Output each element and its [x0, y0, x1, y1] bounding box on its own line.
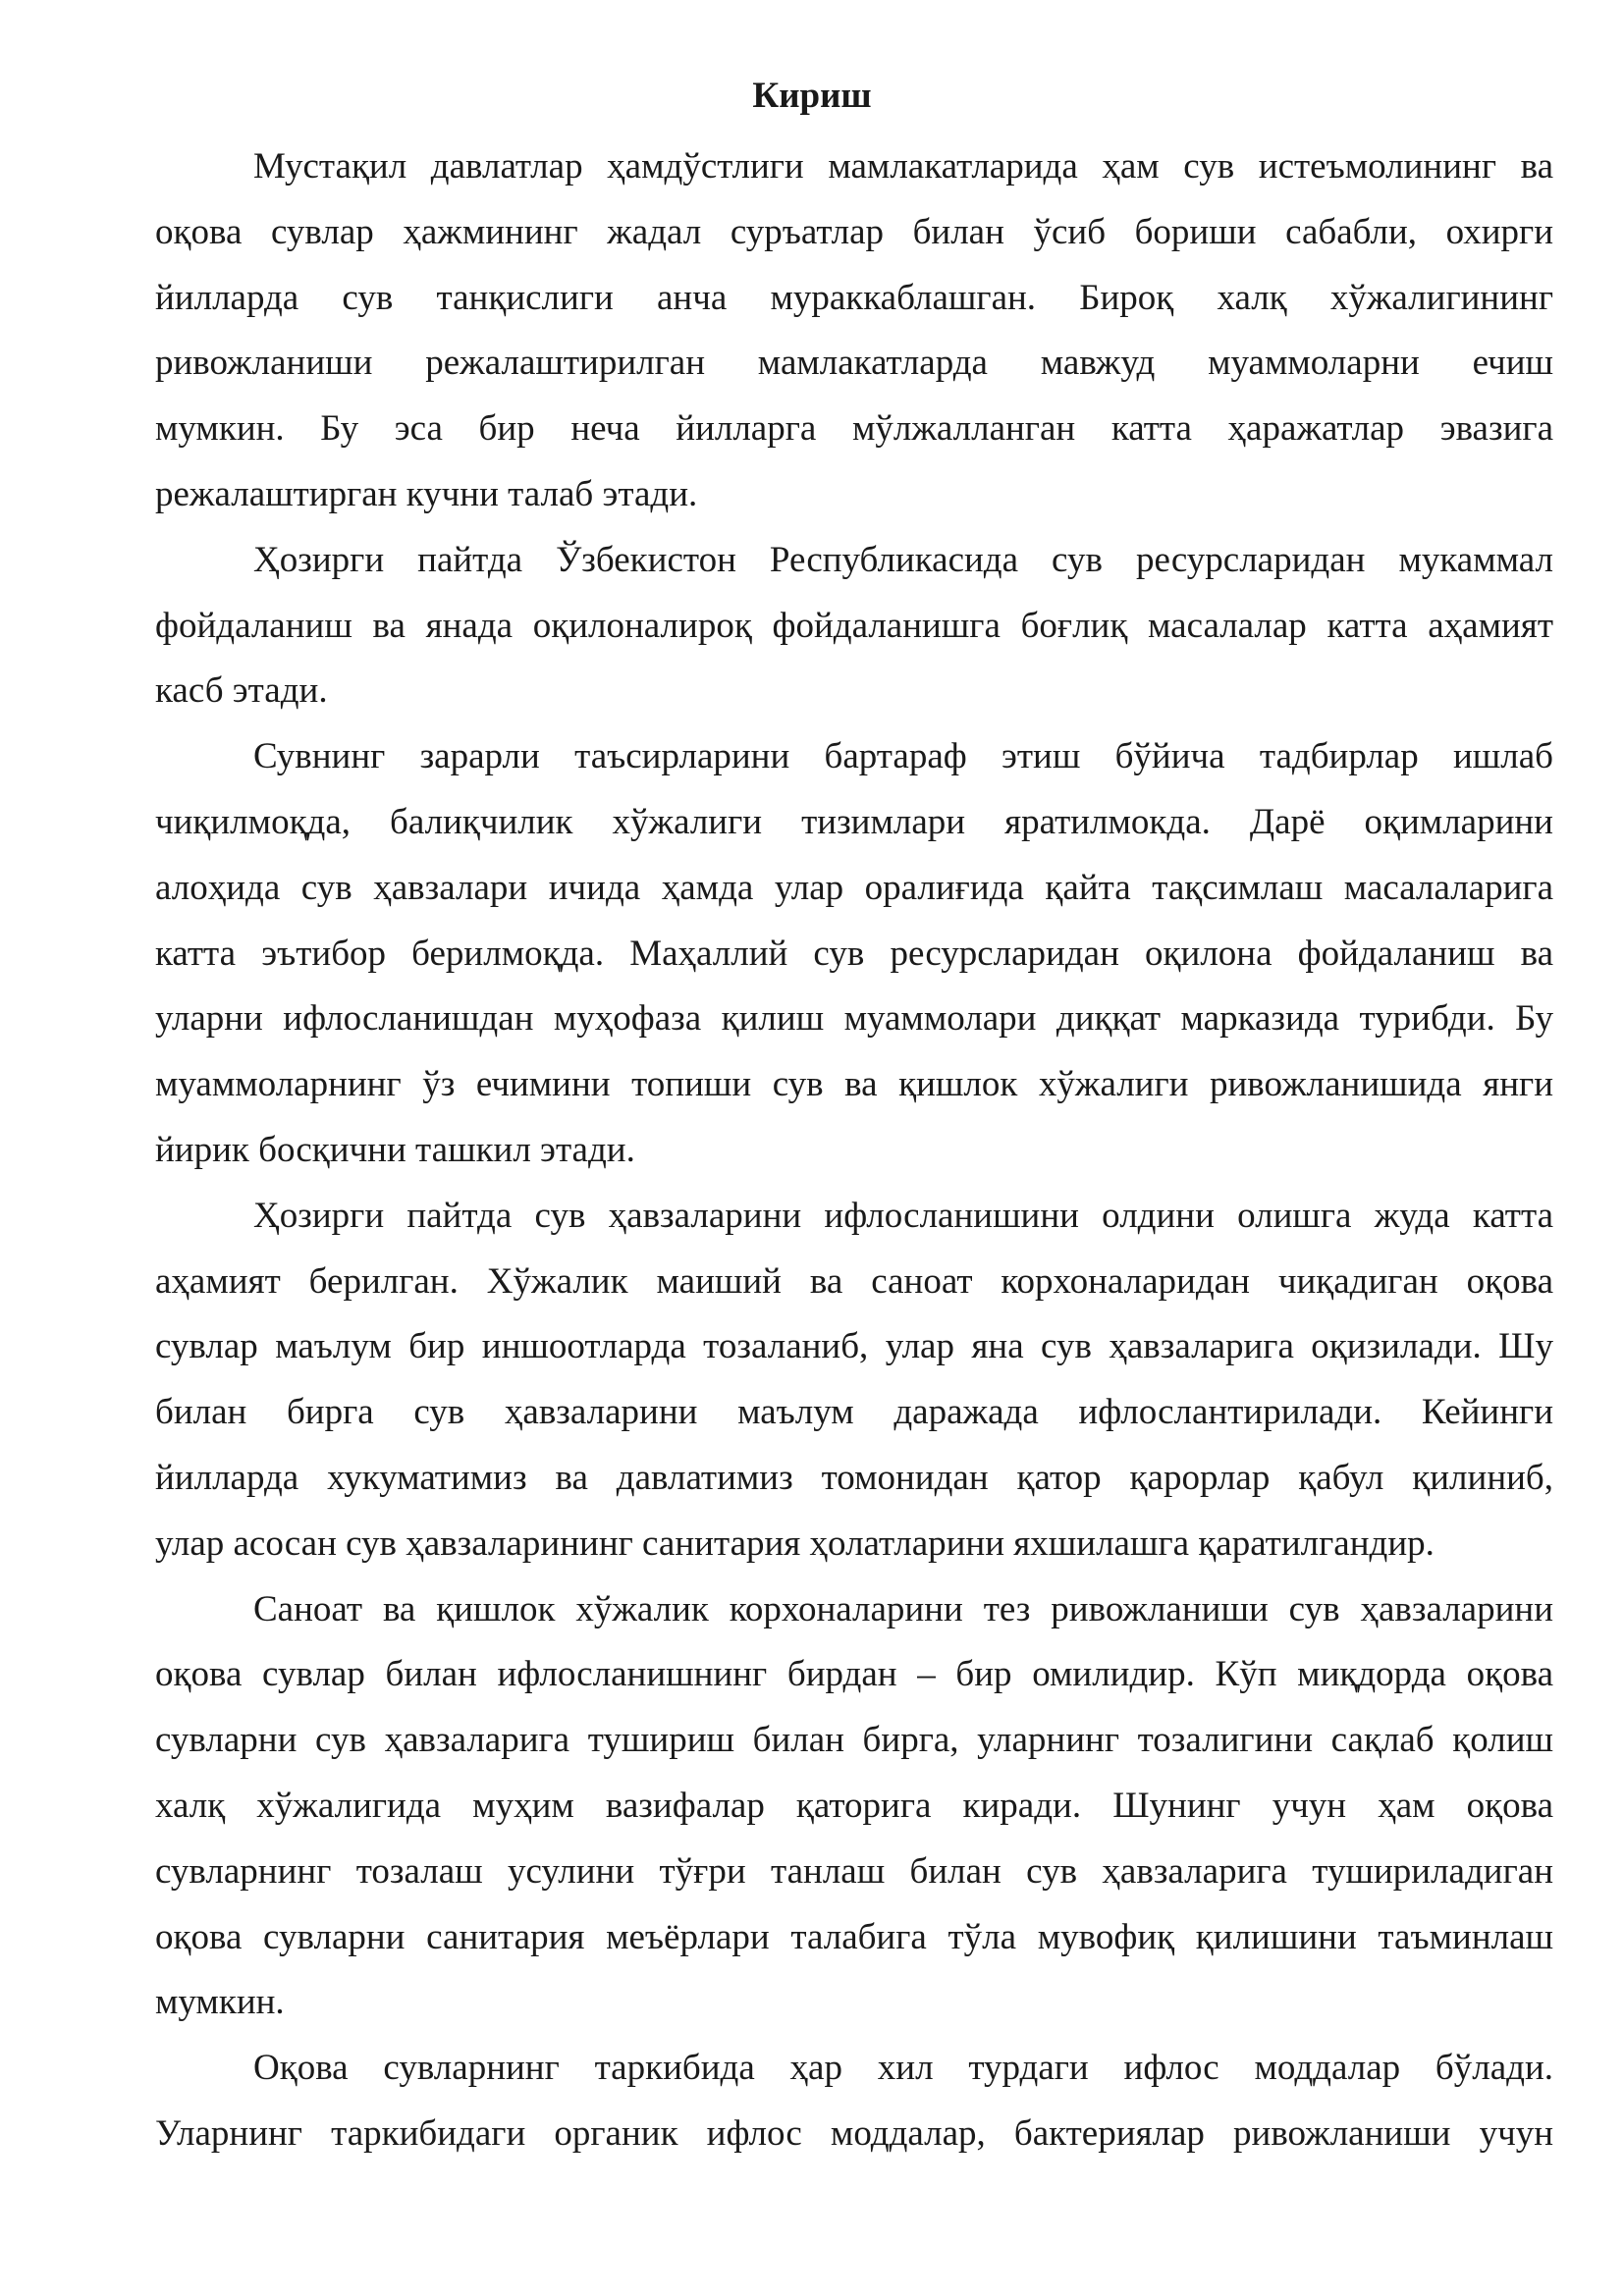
paragraph-line: мумкин.	[155, 1982, 285, 2023]
paragraph-line: улар асосан сув ҳавзаларининг санитария ҳолатларини яхшилашга қаратилгандир.	[155, 1522, 1435, 1564]
paragraph-line: фойдаланиш ва янада оқилоналироқ фойдаланишга боғлиқ масалалар катта аҳамият	[155, 605, 1553, 646]
paragraph-line: уларни ифлосланишдан муҳофаза қилиш муаммолари диққат марказида турибди. Бу	[155, 998, 1553, 1040]
paragraph-line: режалаштирган кучни талаб этади.	[155, 473, 698, 514]
paragraph	[155, 1577, 1553, 2037]
paragraph-line: муаммоларнинг ўз ечимини топиши сув ва қишлок хўжалиги ривожланишида янги	[155, 1064, 1553, 1105]
paragraph-line: Ҳозирги пайтда сув ҳавзаларини ифлосланишини олдини олишга жуда катта	[253, 1195, 1553, 1236]
paragraph-line: Уларнинг таркибидаги органик ифлос моддалар, бактериялар ривожланиши учун	[155, 2112, 1553, 2154]
document-title: Кириш	[752, 76, 872, 116]
paragraph-line: билан бирга сув ҳавзаларини маълум даражада ифлослантирилади. Кейинги	[155, 1392, 1553, 1433]
paragraph-line: Мустақил давлатлар ҳамдўстлиги мамлакатларида ҳам сув истеъмолининг ва	[253, 146, 1553, 187]
paragraph-line: алоҳида сув ҳавзалари ичида ҳамда улар оралиғида қайта тақсимлаш масалаларига	[155, 867, 1553, 908]
paragraph-line: йилларда сув танқислиги анча мураккаблашган. Бироқ халқ хўжалигининг	[155, 277, 1553, 318]
paragraph-line: касб этади.	[155, 670, 328, 712]
paragraph-line: Саноат ва қишлок хўжалик корхоналарини тез ривожланиши сув ҳавзаларини	[253, 1588, 1553, 1629]
paragraph	[155, 2036, 1553, 2167]
paragraph	[155, 528, 1553, 724]
paragraph	[155, 724, 1553, 1184]
paragraph-line: оқова сувлар ҳажмининг жадал суръатлар билан ўсиб бориши сабабли, охирги	[155, 211, 1553, 252]
paragraph-line: сувларни сув ҳавзаларига тушириш билан бирга, уларнинг тозалигини сақлаб қолиш	[155, 1720, 1553, 1761]
paragraph-line: ривожланиши режалаштирилган мамлакатларда мавжуд муаммоларни ечиш	[155, 343, 1553, 384]
paragraph	[155, 134, 1553, 528]
paragraph-line: Сувнинг зарарли таъсирларини бартараф этиш бўйича тадбирлар ишлаб	[253, 736, 1553, 777]
paragraph-line: катта эътибор берилмоқда. Маҳаллий сув ресурсларидан оқилона фойдаланиш ва	[155, 933, 1553, 974]
paragraph-line: йирик босқични ташкил этади.	[155, 1129, 635, 1170]
paragraph-line: йилларда хукуматимиз ва давлатимиз томонидан қатор қарорлар қабул қилиниб,	[155, 1457, 1553, 1498]
paragraph	[155, 1184, 1553, 1577]
paragraph-line: Оқова сувларнинг таркибида ҳар хил турдаги ифлос моддалар бўлади.	[253, 2048, 1553, 2089]
paragraph-line: чиқилмоқда, балиқчилик хўжалиги тизимлари яратилмокда. Дарё оқимларини	[155, 801, 1553, 842]
paragraph-line: оқова сувларни санитария меъёрлари талабига тўла мувофиқ қилишини таъминлаш	[155, 1916, 1553, 1957]
paragraph-line: сувларнинг тозалаш усулини тўғри танлаш билан сув ҳавзаларига тушириладиган	[155, 1850, 1553, 1892]
paragraph-line: Ҳозирги пайтда Ўзбекистон Республикасида сув ресурсларидан мукаммал	[253, 539, 1553, 580]
paragraph-line: оқова сувлар билан ифлосланишнинг бирдан – бир омилидир. Кўп миқдорда оқова	[155, 1654, 1553, 1695]
paragraph-line: сувлар маълум бир иншоотларда тозаланиб, улар яна сув ҳавзаларига оқизилади. Шу	[155, 1326, 1553, 1367]
document-body	[155, 134, 1553, 2167]
paragraph-line: аҳамият берилган. Хўжалик маиший ва саноат корхоналаридан чиқадиган оқова	[155, 1260, 1553, 1302]
paragraph-line: халқ хўжалигида муҳим вазифалар қаторига киради. Шунинг учун ҳам оқова	[155, 1785, 1553, 1826]
paragraph-line: мумкин. Бу эса бир неча йилларга мўлжалланган катта ҳаражатлар эвазига	[155, 408, 1553, 450]
